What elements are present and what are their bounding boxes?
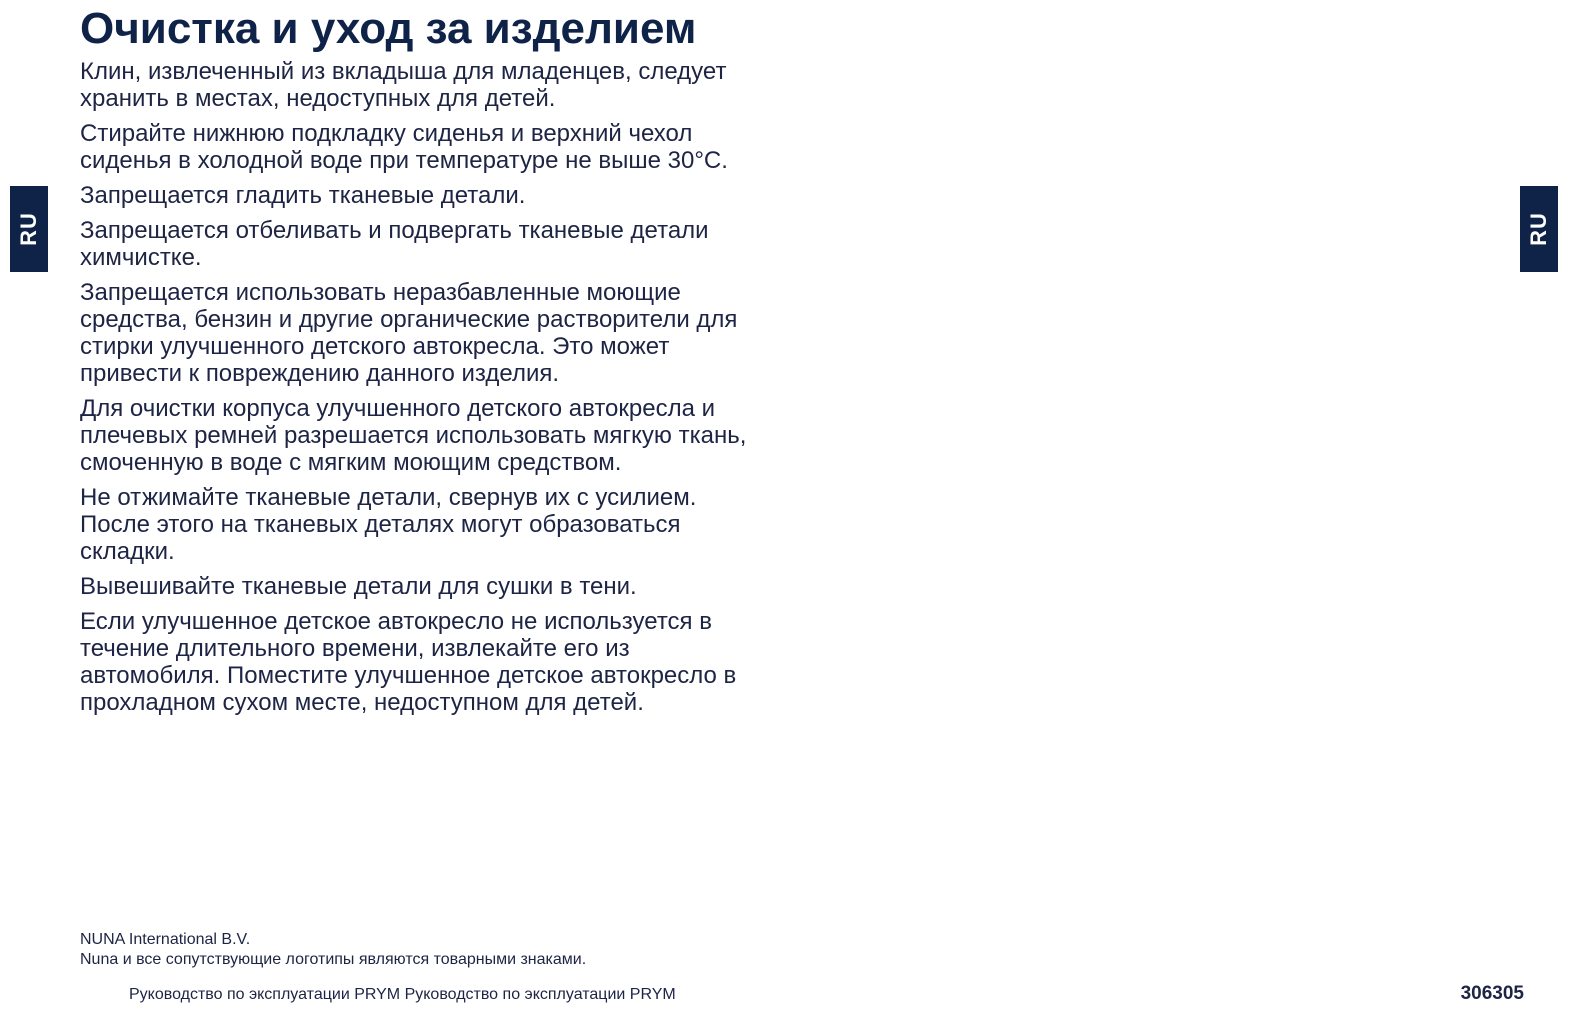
paragraph-washing: Стирайте нижнюю подкладку сиденья и верхний чехол сиденья в холодной воде при температуре не выше 30°C. (80, 120, 728, 174)
page-title: Очистка и уход за изделием (80, 4, 697, 53)
paragraph-drying: Вывешивайте тканевые детали для сушки в тени. (80, 573, 637, 600)
paragraph-storage: Если улучшенное детское автокресло не используется в течение длительного времени, извлекайте его из автомобиля. Поместите улучшенное детское автокресло в прохладном сухом месте, недоступном для детей. (80, 608, 737, 716)
paragraph-no-bleach: Запрещается отбеливать и подвергать тканевые детали химчистке. (80, 217, 709, 271)
paragraph-no-wringing: Не отжимайте тканевые детали, свернув их с усилием. После этого на тканевых деталях могут образоваться складки. (80, 484, 697, 565)
language-tab-label: RU (16, 212, 41, 246)
instruction-body (80, 58, 760, 724)
paragraph-infant-wedge: Клин, извлеченный из вкладыша для младенцев, следует хранить в местах, недоступных для детей. (80, 58, 727, 112)
paragraph-shell-cleaning: Для очистки корпуса улучшенного детского автокресла и плечевых ремней разрешается использовать мягкую ткань, смоченную в воде с мягким моющим средством. (80, 395, 747, 476)
company-name: NUNA International B.V. (80, 931, 251, 948)
footer-manual-title: Руководство по эксплуатации PRYM Руководство по эксплуатации PRYM (129, 986, 676, 1003)
language-tab-label: RU (1526, 212, 1551, 246)
language-tab-right (1520, 186, 1558, 272)
language-tab-left (10, 186, 48, 272)
paragraph-no-solvents: Запрещается использовать неразбавленные моющие средства, бензин и другие органические растворители для стирки улучшенного детского автокресла. Это может привести к повреждению данного изделия. (80, 279, 738, 387)
trademark-notice: Nuna и все сопутствующие логотипы являются товарными знаками. (80, 951, 587, 968)
document-number: 306305 (1460, 983, 1524, 1004)
footer-company-info (80, 930, 586, 970)
paragraph-no-ironing: Запрещается гладить тканевые детали. (80, 182, 526, 209)
